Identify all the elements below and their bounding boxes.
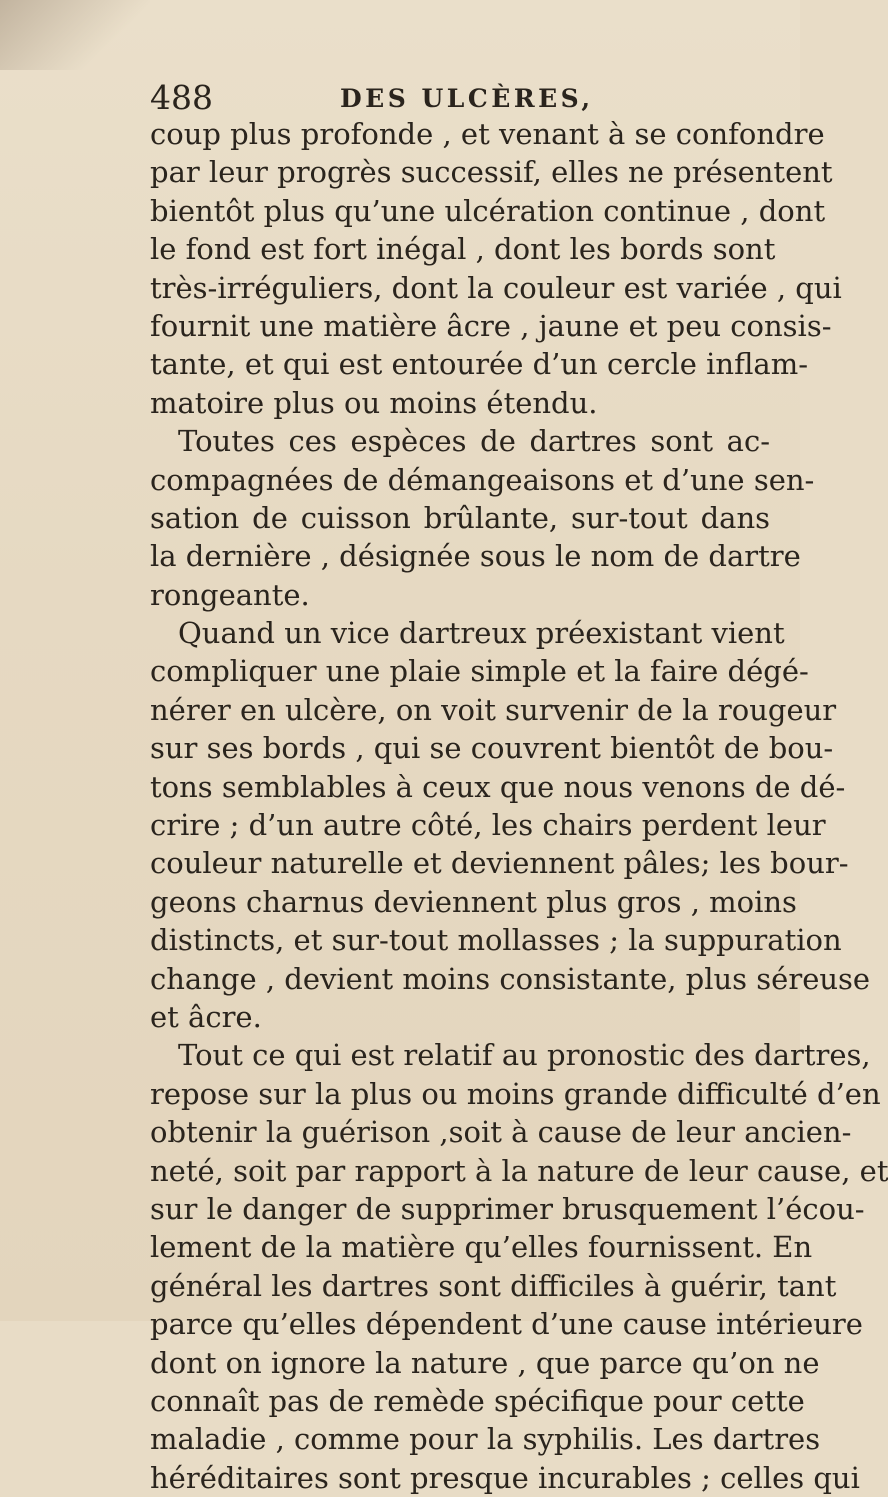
running-head: DES ULCÈRES, <box>340 84 594 113</box>
page-number: 488 <box>150 78 213 117</box>
text-line: rongeante. <box>150 577 310 612</box>
text-line: Tout ce qui est relatif au pronostic des dartres, <box>178 1038 871 1073</box>
text-line: et âcre. <box>150 999 262 1034</box>
page-header <box>150 78 610 118</box>
text-line: tante, et qui est entourée d’un cercle inflam- <box>150 347 808 382</box>
text-line: nérer en ulcère, on voit survenir de la rougeur <box>150 692 837 727</box>
text-line: connaît pas de remède spécifique pour cette <box>150 1383 805 1418</box>
text-line: obtenir la guérison ,soit à cause de leur ancien- <box>150 1115 852 1150</box>
text-line: crire ; d’un autre côté, les chairs perdent leur <box>150 808 826 843</box>
text-line: repose sur la plus ou moins grande difficulté d’en <box>150 1076 881 1111</box>
text-line: distincts, et sur-tout mollasses ; la suppuration <box>150 923 842 958</box>
text-line: général les dartres sont difficiles à guérir, tant <box>150 1268 837 1303</box>
body-text <box>150 115 888 1497</box>
text-line: sation de cuisson brûlante, sur-tout dans <box>150 500 770 535</box>
text-line: la dernière , désignée sous le nom de dartre <box>150 539 801 574</box>
text-line: sur le danger de supprimer brusquement l’écou- <box>150 1191 865 1226</box>
page-corner-shadow <box>0 0 150 70</box>
text-line: le fond est fort inégal , dont les bords sont <box>150 232 776 267</box>
text-line: fournit une matière âcre , jaune et peu consis- <box>150 308 832 343</box>
text-line: bientôt plus qu’une ulcération continue , dont <box>150 193 826 228</box>
text-line: Toutes ces espèces de dartres sont ac- <box>178 424 770 459</box>
text-line: compliquer une plaie simple et la faire dégé- <box>150 654 809 689</box>
text-line: par leur progrès successif, elles ne présentent <box>150 155 833 190</box>
text-line: geons charnus deviennent plus gros , moins <box>150 884 797 919</box>
text-line: couleur naturelle et deviennent pâles; les bour- <box>150 846 849 881</box>
text-line: maladie , comme pour la syphilis. Les dartres <box>150 1422 821 1457</box>
text-line: tons semblables à ceux que nous venons de dé- <box>150 769 846 804</box>
text-line: coup plus profonde , et venant à se confondre <box>150 117 825 151</box>
text-line: sur ses bords , qui se couvrent bientôt de bou- <box>150 731 834 766</box>
text-line: héréditaires sont presque incurables ; celles qui <box>150 1460 860 1495</box>
text-line: matoire plus ou moins étendu. <box>150 385 598 420</box>
text-line: compagnées de démangeaisons et d’une sen- <box>150 462 815 497</box>
text-line: Quand un vice dartreux préexistant vient <box>178 616 785 651</box>
text-line: change , devient moins consistante, plus séreuse <box>150 961 871 996</box>
text-line: parce qu’elles dépendent d’une cause intérieure <box>150 1307 863 1342</box>
text-line: neté, soit par rapport à la nature de leur cause, et <box>150 1153 888 1188</box>
text-line: lement de la matière qu’elles fournissent. En <box>150 1230 813 1265</box>
text-line: très-irréguliers, dont la couleur est variée , qui <box>150 270 842 305</box>
text-line: dont on ignore la nature , que parce qu’on ne <box>150 1345 820 1380</box>
